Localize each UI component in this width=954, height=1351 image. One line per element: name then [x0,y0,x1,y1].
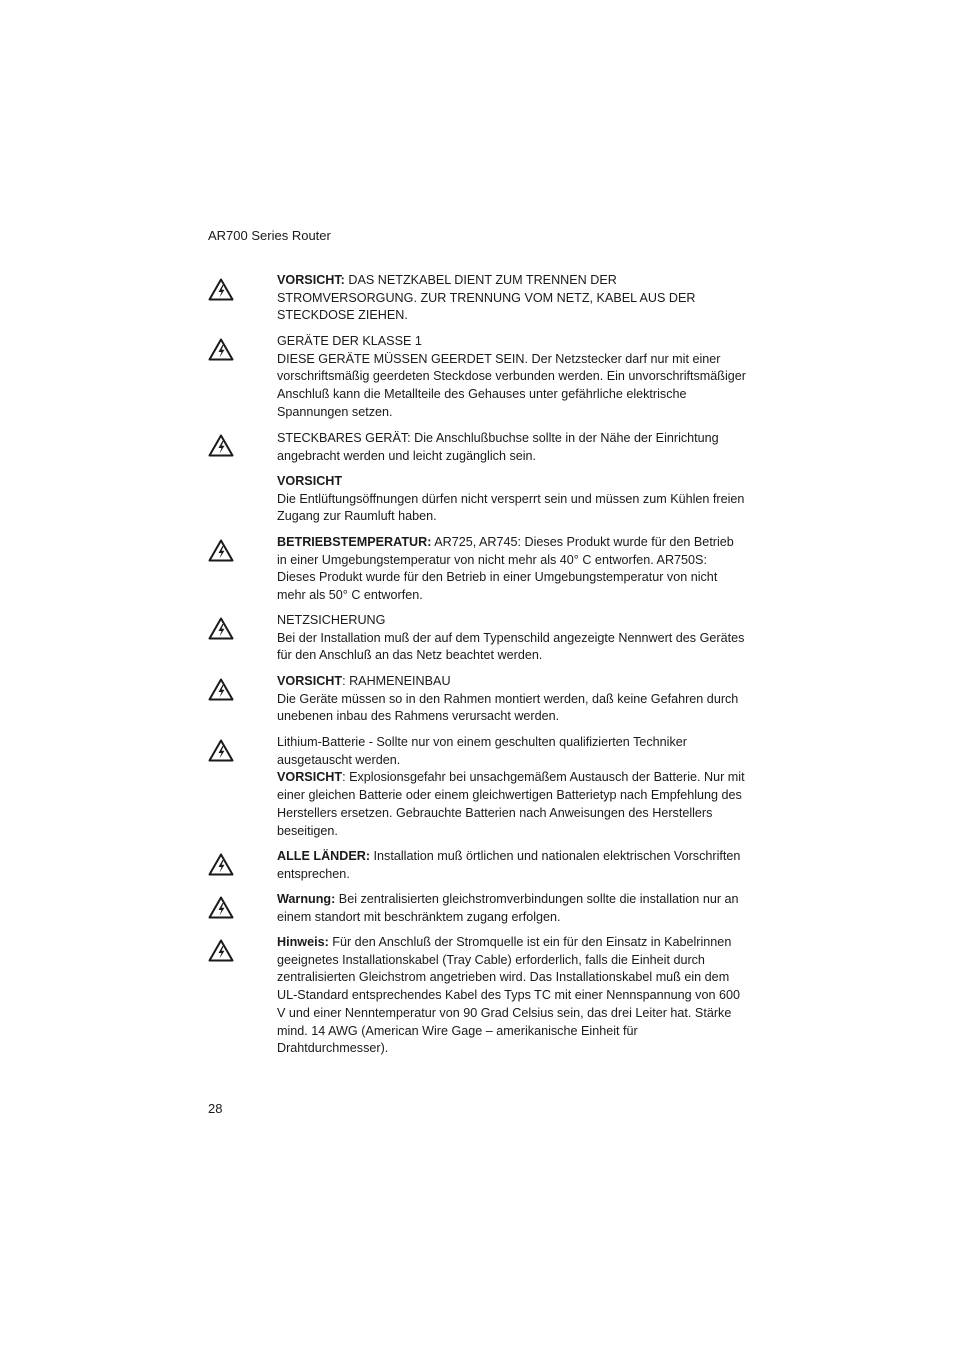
running-header: AR700 Series Router [208,228,331,243]
warning-heading [277,673,747,691]
warning-block-lithium-battery [277,734,747,840]
warning-body: DIESE GERÄTE MÜSSEN GEERDET SEIN. Der Netzstecker darf nur mit einer vorschriftsmäßig geerdeten Steckdose verbunden werden. Ein unvorschriftsmäßiger Anschluß kann die Metallteile des Gehauses unter gefährliche elektrische Spannungen setzen. [277,351,746,419]
warning-block-class-1 [277,333,747,422]
warning-triangle-lightning-icon [208,739,234,762]
caution-label: VORSICHT [277,474,343,488]
warning-triangle-lightning-icon [208,617,234,640]
warning-text [277,848,747,883]
warning-block-rack-mount [277,673,747,726]
warning-triangle-lightning-icon [208,278,234,301]
warning-block-all-countries [277,848,747,883]
warning-label: BETRIEBSTEMPERATUR: [277,535,432,549]
warning-block-fuse [277,612,747,665]
warning-heading: GERÄTE DER KLASSE 1 [277,334,422,348]
warning-triangle-lightning-icon [208,539,234,562]
warning-label: VORSICHT [277,770,343,785]
caution-block-ventilation [277,473,747,526]
warning-text [277,769,747,840]
warning-body: DAS NETZKABEL DIENT ZUM TRENNEN DER STROMVERSORGUNG. ZUR TRENNUNG VOM NETZ, KABEL AUS DER STECKDOSE ZIEHEN. [277,273,696,323]
warning-triangle-lightning-icon [208,939,234,962]
warning-intro: Lithium-Batterie - Sollte nur von einem geschulten qualifizierten Techniker ausgetauscht werden. [277,735,687,767]
warning-text [277,272,747,325]
warning-heading-text: : RAHMENEINBAU [342,674,451,688]
warning-text [277,934,747,1058]
warning-body: STECKBARES GERÄT: Die Anschlußbuchse sollte in der Nähe der Einrichtung angebracht werden und leicht zugänglich sein. [277,431,719,463]
caution-body: Die Entlüftungsöffnungen dürfen nicht versperrt sein und müssen zum Kühlen freien Zugang zur Raumluft haben. [277,491,745,524]
warning-body: Installation muß örtlichen und nationalen elektrischen Vorschriften entsprechen. [277,849,741,881]
warning-block-dc-connection [277,891,747,926]
warning-triangle-lightning-icon [208,434,234,457]
warning-text [277,534,747,605]
warning-heading: NETZSICHERUNG [277,613,386,627]
warning-label: VORSICHT [277,674,343,688]
warning-label: ALLE LÄNDER: [277,849,371,863]
warning-body: AR725, AR745: Dieses Produkt wurde für den Betrieb in einer Umgebungstemperatur von nicht mehr als 40° C entworfen. AR750S: Dieses Produkt wurde für den Betrieb in einer Umgebungstemperatur von nicht mehr als 50° C entworfen. [277,535,734,603]
warning-text [277,891,747,926]
warning-block-power-cord [277,272,747,325]
warning-triangle-lightning-icon [208,853,234,876]
warning-triangle-lightning-icon [208,338,234,361]
warning-block-temperature [277,534,747,605]
warning-block-pluggable [277,430,747,465]
warning-triangle-lightning-icon [208,896,234,919]
warning-body: Die Geräte müssen so in den Rahmen montiert werden, daß keine Gefahren durch unebenen inbau des Rahmens verursacht werden. [277,691,739,724]
warning-block-note-cable [277,934,747,1058]
warning-body: Bei zentralisierten gleichstromverbindungen sollte die installation nur an einem standort mit beschränktem zugang erfolgen. [277,892,739,924]
warning-body: Für den Anschluß der Stromquelle ist ein für den Einsatz in Kabelrinnen geeignetes Installationskabel (Tray Cable) erforderlich, falls die Einheit durch zentralisierten Gleichstrom angetrieben wird. Das Installationskabel muß ein dem UL-Standard entsprechendes Kabel des Typs TC mit einer Nennspannung von 600 V und einer Nenntemperatur von 90 Grad Celsius sein, das drei Leiter hat. Stärke mind. 14 AWG (American Wire Gage – amerikanische Einheit für Drahtdurchmesser). [277,935,740,1056]
warning-label: VORSICHT: [277,273,345,287]
warning-label: Warnung: [277,892,336,906]
page-number: 28 [208,1101,223,1116]
warning-triangle-lightning-icon [208,678,234,701]
warning-body: : Explosionsgefahr bei unsachgemäßem Austausch der Batterie. Nur mit einer gleichen Batterie oder einem gleichwertigen Batterietyp nach Empfehlung des Herstellers ersetzen. Gebrauchte Batterien nach Anweisungen des Herstellers beseitigen. [277,770,745,838]
warning-body: Bei der Installation muß der auf dem Typenschild angezeigte Nennwert des Gerätes für den Anschluß an das Netz beachtet werden. [277,630,745,663]
warning-label: Hinweis: [277,935,329,949]
